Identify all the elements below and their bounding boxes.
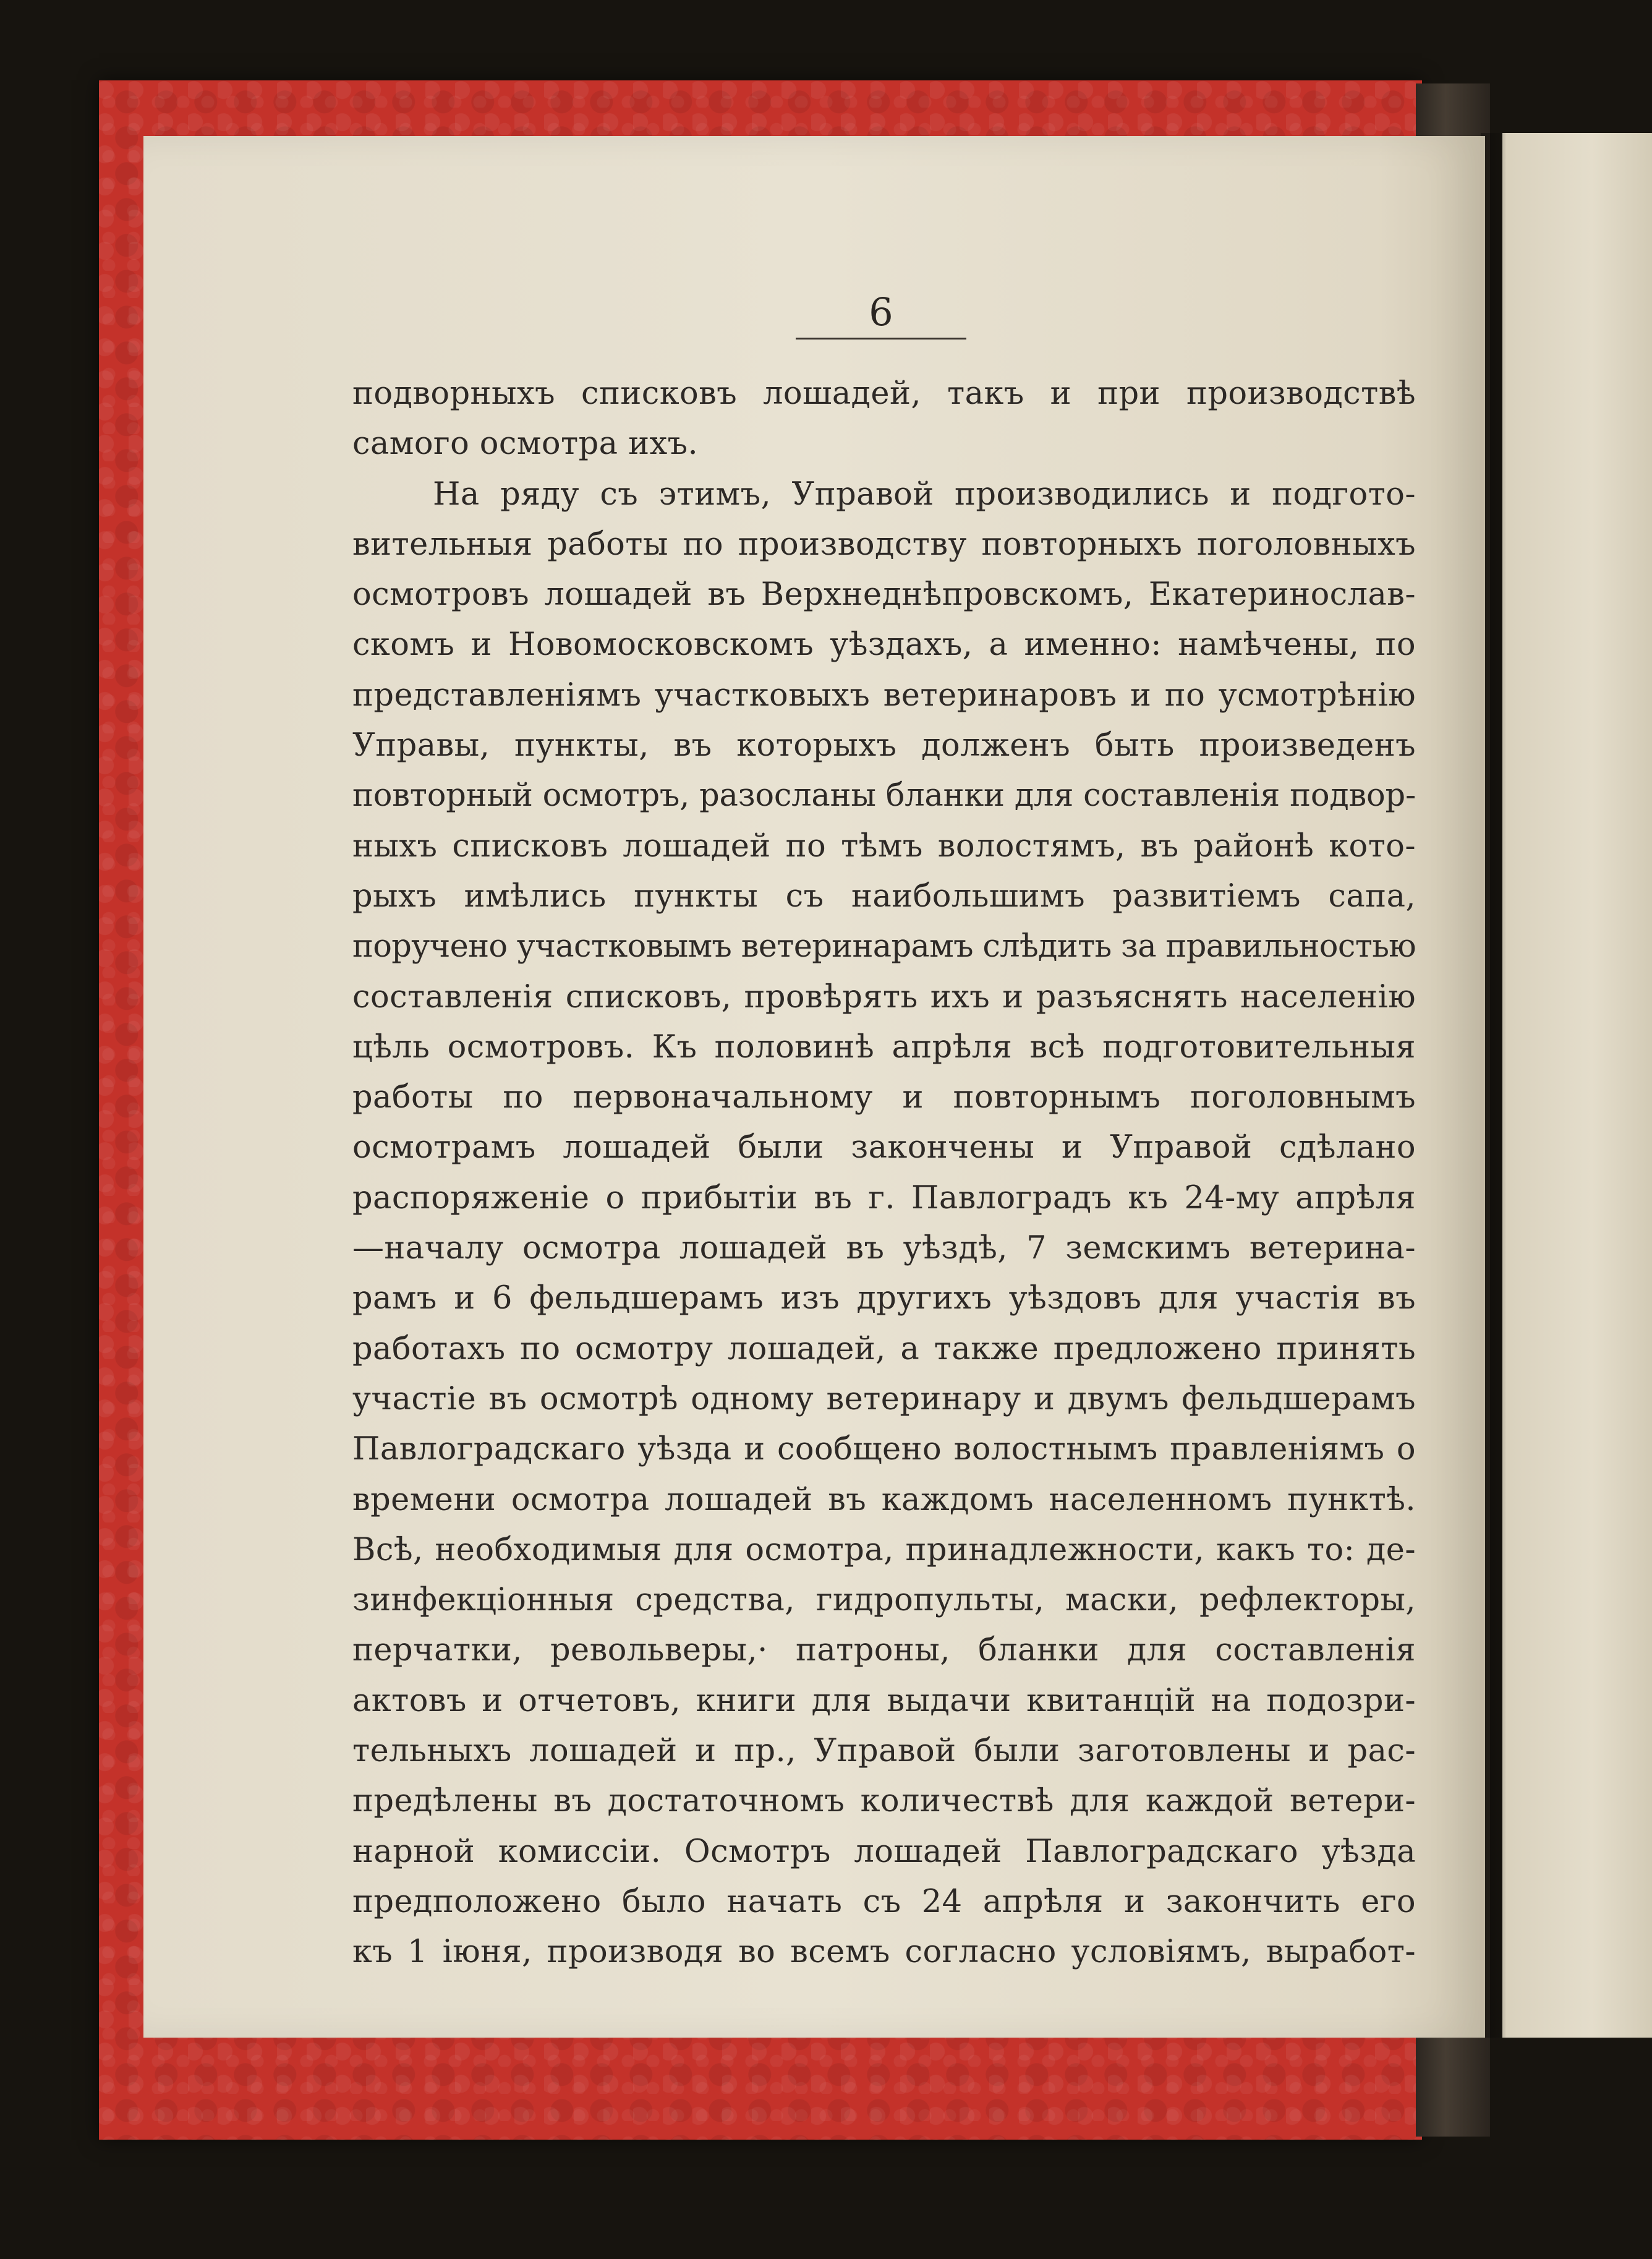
text-line: рамъ и 6 фельдшерамъ изъ другихъ уѣздовъ для участія въ (352, 1280, 1416, 1317)
text-line: скомъ и Новомосковскомъ уѣздахъ, а именно: намѣчены, по (352, 626, 1416, 664)
text-line: цѣль осмотровъ. Къ половинѣ апрѣля всѣ подготовительныя (352, 1028, 1416, 1065)
text-line: Павлоградскаго уѣзда и сообщено волостнымъ правленіямъ о (352, 1431, 1416, 1468)
text-line: ныхъ списковъ лошадей по тѣмъ волостямъ, въ районѣ кото- (352, 827, 1416, 865)
text-line: Всѣ, необходимыя для осмотра, принадлежности, какъ то: де- (352, 1531, 1416, 1568)
text-line: перчатки, револьверы,· патроны, бланки для составленія (352, 1632, 1416, 1669)
page-number: 6 (869, 289, 893, 335)
text-line: На ряду съ этимъ, Управой производились и подгото- (433, 476, 1416, 513)
text-line: осмотровъ лошадей въ Верхнеднѣпровскомъ, Екатеринослав- (352, 576, 1416, 613)
text-line: работахъ по осмотру лошадей, а также предложено принять (352, 1330, 1416, 1367)
text-line: поручено участковымъ ветеринарамъ слѣдить за правильностью (352, 928, 1416, 965)
text-line: актовъ и отчетовъ, книги для выдачи квитанцій на подозри- (352, 1682, 1416, 1719)
text-line: —началу осмотра лошадей въ уѣздѣ, 7 земскимъ ветерина- (352, 1230, 1416, 1267)
text-line: къ 1 іюня, производя во всемъ согласно условіямъ, выработ- (352, 1934, 1416, 1971)
text-line: предположено было начать съ 24 апрѣля и закончить его (352, 1883, 1416, 1920)
page-number-rule (796, 338, 966, 339)
text-line: Управы, пункты, въ которыхъ долженъ быть произведенъ (352, 727, 1416, 764)
text-line: повторный осмотръ, разосланы бланки для составленія подвор- (352, 777, 1416, 814)
adjacent-page-edge (1502, 133, 1652, 2038)
text-line: самого осмотра ихъ. (352, 425, 699, 463)
text-line: работы по первоначальному и повторнымъ поголовнымъ (352, 1079, 1416, 1116)
text-line: вительныя работы по производству повторныхъ поголовныхъ (352, 526, 1416, 563)
text-line: тельныхъ лошадей и пр., Управой были заготовлены и рас- (352, 1733, 1416, 1770)
text-line: подворныхъ списковъ лошадей, такъ и при производствѣ (352, 375, 1416, 412)
text-line: зинфекціонныя средства, гидропульты, маски, рефлекторы, (352, 1582, 1416, 1619)
text-line: времени осмотра лошадей въ каждомъ населенномъ пунктѣ. (352, 1481, 1416, 1518)
text-line: представленіямъ участковыхъ ветеринаровъ и по усмотрѣнію (352, 677, 1416, 714)
text-line: распоряженіе о прибытіи въ г. Павлоградъ къ 24-му апрѣля (352, 1179, 1416, 1216)
text-line: участіе въ осмотрѣ одному ветеринару и двумъ фельдшерамъ (352, 1380, 1416, 1417)
text-line: предѣлены въ достаточномъ количествѣ для каждой ветери- (352, 1783, 1416, 1820)
text-line: осмотрамъ лошадей были закончены и Управой сдѣлано (352, 1129, 1416, 1166)
body-text (352, 369, 1416, 1978)
text-line: нарной комиссіи. Осмотръ лошадей Павлоградскаго уѣзда (352, 1833, 1416, 1870)
text-line: составленія списковъ, провѣрять ихъ и разъяснять населенію (352, 978, 1416, 1015)
text-line: рыхъ имѣлись пункты съ наибольшимъ развитіемъ сапа, (352, 878, 1416, 915)
